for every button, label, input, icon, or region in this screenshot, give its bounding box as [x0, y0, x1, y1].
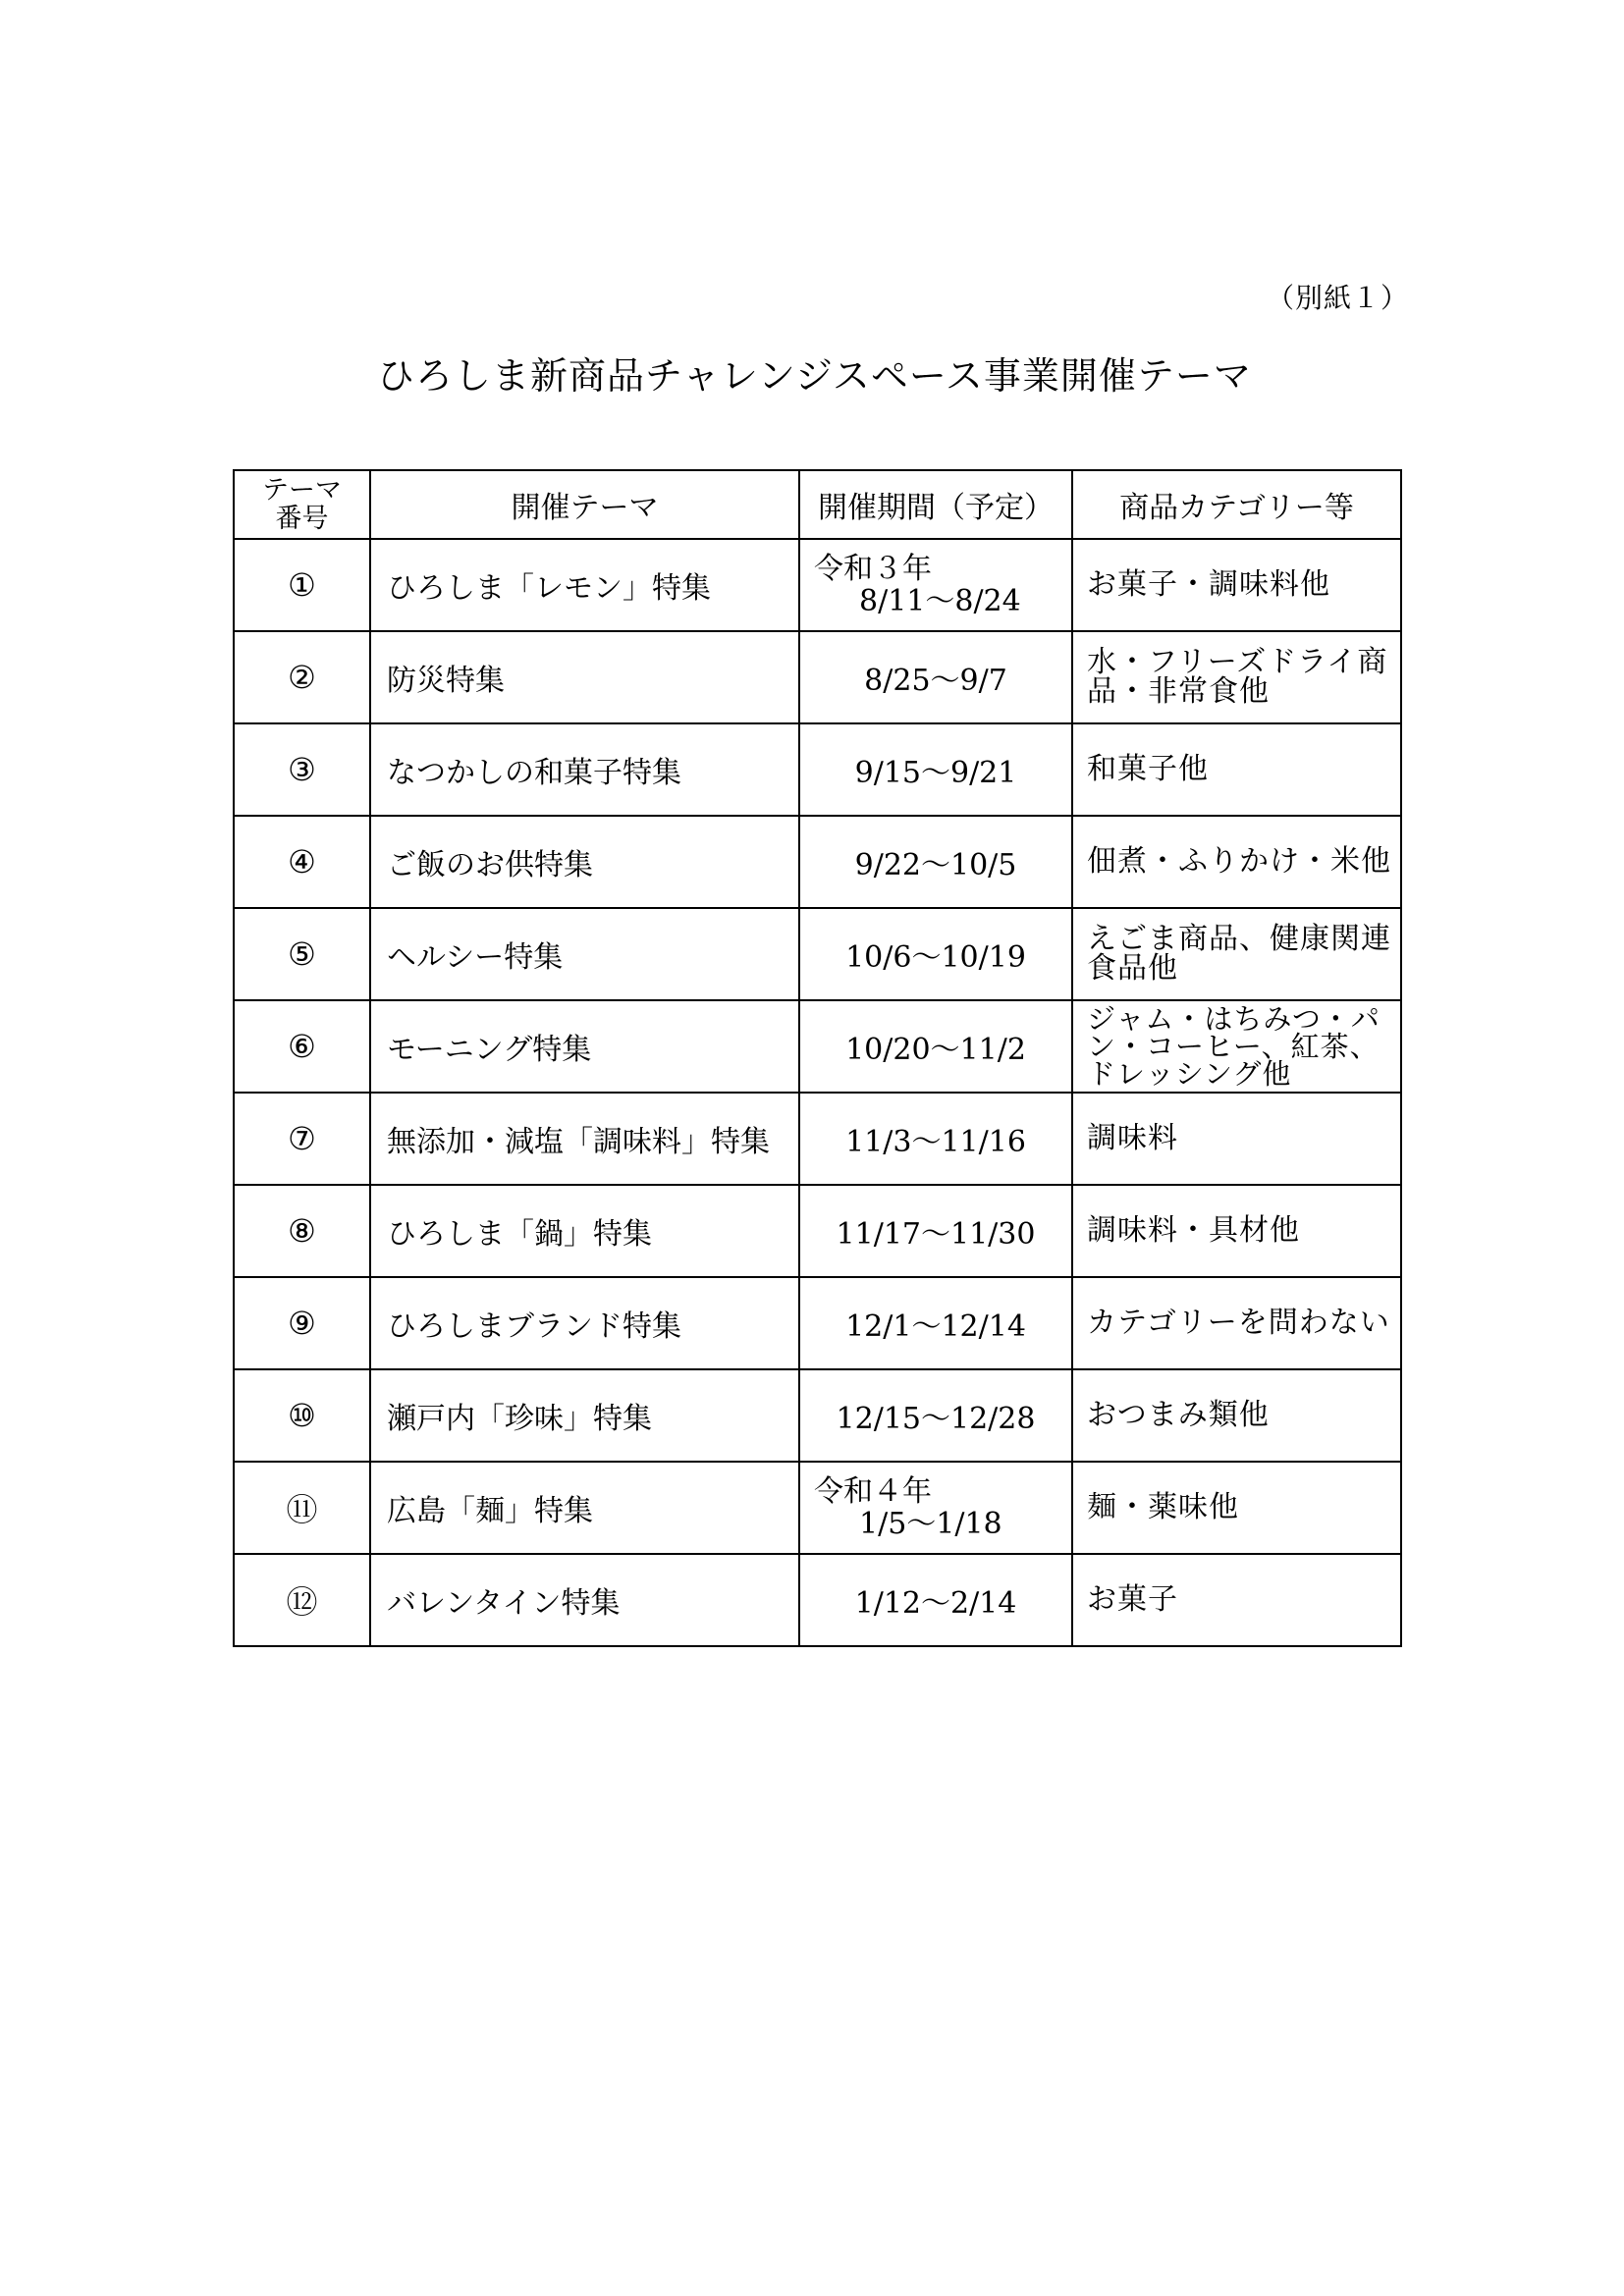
theme-category: お菓子	[1072, 1554, 1401, 1646]
theme-category: お菓子・調味料他	[1072, 539, 1401, 631]
theme-name: 無添加・減塩「調味料」特集	[370, 1093, 799, 1185]
theme-period: 12/15〜12/28	[799, 1369, 1072, 1462]
period-year: 令和４年	[814, 1474, 932, 1509]
theme-period: 12/1〜12/14	[799, 1277, 1072, 1369]
header-number-line1: テーマ	[262, 475, 342, 506]
theme-number: ②	[234, 631, 370, 723]
theme-number: ⑦	[234, 1093, 370, 1185]
theme-period: 1/12〜2/14	[799, 1554, 1072, 1646]
theme-name: 広島「麺」特集	[370, 1462, 799, 1554]
header-period: 開催期間（予定）	[799, 470, 1072, 539]
theme-number: ③	[234, 723, 370, 816]
table-row	[234, 723, 1401, 816]
theme-period: 11/17〜11/30	[799, 1185, 1072, 1277]
theme-category: 調味料・具材他	[1072, 1185, 1401, 1277]
theme-table	[233, 469, 1402, 1647]
period-dates: 8/11〜8/24	[859, 584, 1021, 618]
theme-period: 11/3〜11/16	[799, 1093, 1072, 1185]
header-number-line2: 番号	[275, 504, 329, 534]
table-row	[234, 1093, 1401, 1185]
theme-name: ひろしま「鍋」特集	[370, 1185, 799, 1277]
theme-name: ご飯のお供特集	[370, 816, 799, 908]
theme-number: ⑧	[234, 1185, 370, 1277]
theme-name: モーニング特集	[370, 1000, 799, 1093]
theme-name: ひろしまブランド特集	[370, 1277, 799, 1369]
theme-category: おつまみ類他	[1072, 1369, 1401, 1462]
theme-category: えごま商品、健康関連食品他	[1072, 908, 1401, 1000]
table-row	[234, 631, 1401, 723]
theme-name: 防災特集	[370, 631, 799, 723]
table-row	[234, 539, 1401, 631]
theme-category: 調味料	[1072, 1093, 1401, 1185]
table-row	[234, 816, 1401, 908]
header-category: 商品カテゴリー等	[1072, 470, 1401, 539]
theme-category: 和菓子他	[1072, 723, 1401, 816]
theme-period: 9/22〜10/5	[799, 816, 1072, 908]
table-row	[234, 1369, 1401, 1462]
theme-category: 水・フリーズドライ商品・非常食他	[1072, 631, 1401, 723]
theme-period	[799, 539, 1072, 631]
period-dates: 1/5〜1/18	[859, 1507, 1002, 1541]
table-row	[234, 1554, 1401, 1646]
theme-number: ⑩	[234, 1369, 370, 1462]
table-row	[234, 908, 1401, 1000]
theme-number: ①	[234, 539, 370, 631]
theme-number: ⑪	[234, 1462, 370, 1554]
table-header-row	[234, 470, 1401, 539]
table-row	[234, 1185, 1401, 1277]
theme-period: 8/25〜9/7	[799, 631, 1072, 723]
theme-number: ⑤	[234, 908, 370, 1000]
theme-name: ヘルシー特集	[370, 908, 799, 1000]
theme-name: 瀬戸内「珍味」特集	[370, 1369, 799, 1462]
theme-number: ⑫	[234, 1554, 370, 1646]
theme-period	[799, 1462, 1072, 1554]
header-number	[234, 470, 370, 539]
document-title: ひろしま新商品チャレンジスペース事業開催テーマ	[377, 354, 1252, 398]
theme-category: 佃煮・ふりかけ・米他	[1072, 816, 1401, 908]
table-row	[234, 1277, 1401, 1369]
theme-number: ⑨	[234, 1277, 370, 1369]
theme-category: ジャム・はちみつ・パン・コーヒー、紅茶、ドレッシング他	[1072, 1000, 1401, 1093]
theme-period: 10/20〜11/2	[799, 1000, 1072, 1093]
header-theme: 開催テーマ	[370, 470, 799, 539]
theme-name: ひろしま「レモン」特集	[370, 539, 799, 631]
period-year: 令和３年	[814, 552, 932, 586]
annex-label: （別紙１）	[1267, 282, 1410, 314]
table-row	[234, 1462, 1401, 1554]
theme-number: ⑥	[234, 1000, 370, 1093]
theme-period: 10/6〜10/19	[799, 908, 1072, 1000]
theme-number: ④	[234, 816, 370, 908]
table-row	[234, 1000, 1401, 1093]
theme-period: 9/15〜9/21	[799, 723, 1072, 816]
theme-category: 麺・薬味他	[1072, 1462, 1401, 1554]
theme-name: バレンタイン特集	[370, 1554, 799, 1646]
theme-name: なつかしの和菓子特集	[370, 723, 799, 816]
theme-category: カテゴリーを問わない	[1072, 1277, 1401, 1369]
